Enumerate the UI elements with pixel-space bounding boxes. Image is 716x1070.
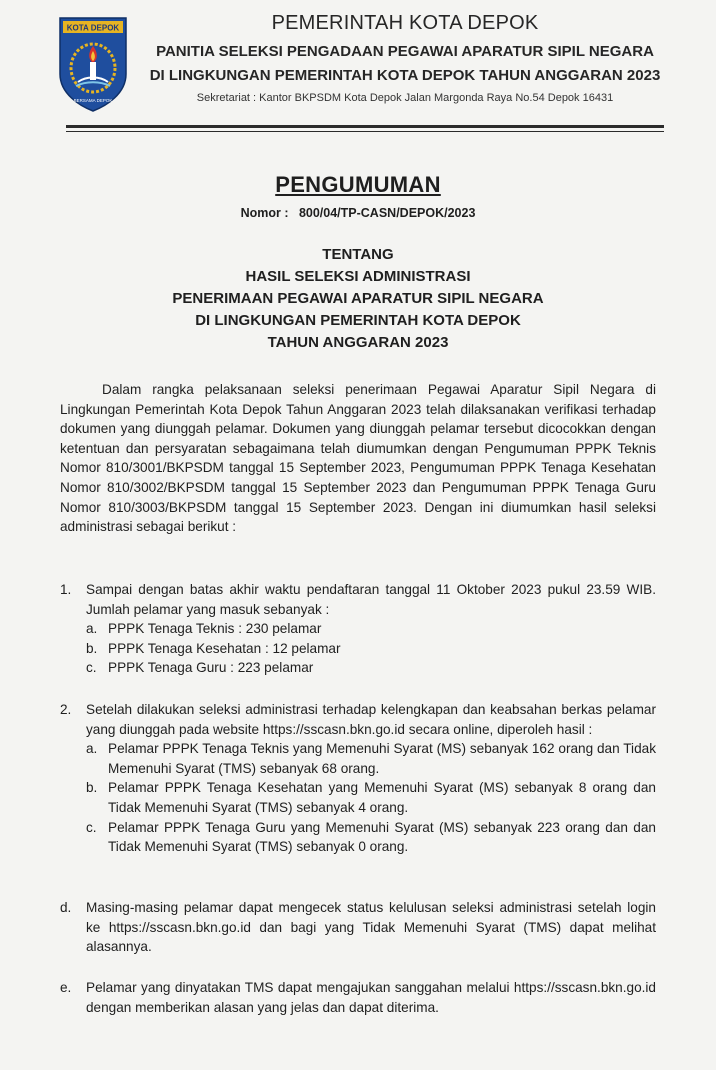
letterhead-committee-scope: DI LINGKUNGAN PEMERINTAH KOTA DEPOK TAHUN ANGGARAN 2023 bbox=[149, 67, 661, 84]
sub-list-item bbox=[86, 739, 656, 778]
list-item-2 bbox=[60, 700, 656, 857]
list-item-text: Pelamar yang dinyatakan TMS dapat mengajukan sanggahan melalui https://sscasn.bkn.go.id dengan memberikan alasan yang jelas dan dapat diterima. bbox=[86, 980, 656, 1015]
sub-list-item bbox=[86, 818, 656, 857]
sub-list-text: PPPK Tenaga Kesehatan : 12 pelamar bbox=[108, 640, 341, 656]
list-item-text: Masing-masing pelamar dapat mengecek status kelulusan seleksi administrasi setelah login ke https://sscasn.bkn.go.id dan bagi yang Tidak Memenuhi Syarat (TMS) dapat melihat alasannya. bbox=[86, 900, 656, 955]
list-marker: 2. bbox=[60, 702, 72, 717]
sub-list-marker: c. bbox=[86, 819, 97, 835]
announcement-subject bbox=[0, 244, 716, 354]
kota-depok-emblem-icon bbox=[56, 16, 130, 112]
logo-label: KOTA DEPOK bbox=[66, 23, 120, 33]
sub-list-item bbox=[86, 639, 656, 659]
sub-list-text: Pelamar PPPK Tenaga Kesehatan yang Memenuhi Syarat (MS) sebanyak 8 orang dan Tidak Memenuhi Syarat (TMS) sebanyak 4 orang. bbox=[108, 780, 656, 815]
letterhead-government-name: PEMERINTAH KOTA DEPOK bbox=[271, 12, 539, 34]
list-item-text: Sampai dengan batas akhir waktu pendaftaran tanggal 11 Oktober 2023 pukul 23.59 WIB. Jumlah pelamar yang masuk sebanyak : bbox=[86, 582, 656, 617]
list-marker: e. bbox=[60, 980, 72, 995]
subject-line: PENERIMAAN PEGAWAI APARATUR SIPIL NEGARA bbox=[172, 290, 544, 307]
list-item-e bbox=[60, 978, 656, 1017]
letterhead-divider-thick bbox=[66, 125, 664, 128]
sub-list-text: PPPK Tenaga Guru : 223 pelamar bbox=[108, 660, 314, 676]
sub-list-text: Pelamar PPPK Tenaga Guru yang Memenuhi Syarat (MS) sebanyak 223 orang dan dan Tidak Memenuhi Syarat (TMS) sebanyak 0 orang. bbox=[108, 819, 656, 855]
sub-list-marker: a. bbox=[86, 621, 98, 637]
subject-line: HASIL SELEKSI ADMINISTRASI bbox=[245, 268, 471, 285]
list-item-d bbox=[60, 898, 656, 957]
announcement-title: PENGUMUMAN bbox=[275, 172, 441, 197]
subject-line: DI LINGKUNGAN PEMERINTAH KOTA DEPOK bbox=[195, 312, 521, 329]
sub-list-item bbox=[86, 619, 656, 639]
letterhead-address: Sekretariat : Kantor BKPSDM Kota Depok Jalan Margonda Raya No.54 Depok 16431 bbox=[196, 92, 614, 104]
sub-list-marker: b. bbox=[86, 780, 98, 796]
letterhead-committee-name: PANITIA SELEKSI PENGADAAN PEGAWAI APARATUR SIPIL NEGARA bbox=[156, 43, 654, 60]
sub-list-text: PPPK Tenaga Teknis : 230 pelamar bbox=[108, 621, 322, 637]
list-item-text: Setelah dilakukan seleksi administrasi terhadap kelengkapan dan keabsahan berkas pelamar yang diunggah pada website https://sscasn.bkn.go.id secara online, diperoleh hasil : bbox=[86, 702, 656, 737]
list-marker: d. bbox=[60, 900, 72, 915]
letterhead-divider-thin bbox=[66, 131, 664, 132]
subject-line: TAHUN ANGGARAN 2023 bbox=[267, 334, 449, 351]
announcement-number bbox=[0, 206, 716, 220]
sub-list-item bbox=[86, 658, 656, 678]
subject-line: TENTANG bbox=[322, 246, 394, 263]
number-value: 800/04/TP-CASN/DEPOK/2023 bbox=[298, 206, 476, 220]
intro-paragraph: Dalam rangka pelaksanaan seleksi penerimaan Pegawai Aparatur Sipil Negara di Lingkungan Pemerintah Kota Depok Tahun Anggaran 2023 telah dilaksanakan verifikasi terhadap dokumen yang diunggah pelamar. Dokumen yang diunggah pelamar tersebut dicocokkan dengan ketentuan dan persyaratan sebagaimana telah diumumkan dengan Pengumuman PPPK Teknis Nomor 810/3001/BKPSDM tanggal 15 September 2023, Pengumuman PPPK Tenaga Kesehatan Nomor 810/3002/BKPSDM tanggal 15 September 2023 dan Pengumuman PPPK Tenaga Guru Nomor 810/3003/BKPSDM tanggal 15 September 2023. Dengan ini diumumkan hasil seleksi administrasi sebagai berikut : bbox=[60, 382, 656, 535]
sub-list-text: Pelamar PPPK Tenaga Teknis yang Memenuhi Syarat (MS) sebanyak 162 orang dan Tidak Memenuhi Syarat (TMS) sebanyak 68 orang. bbox=[108, 741, 656, 776]
sub-list-marker: c. bbox=[86, 660, 97, 676]
logo-motto: BERSAMA DEPOK bbox=[73, 98, 113, 103]
sub-list-marker: b. bbox=[86, 640, 98, 656]
number-label: Nomor : bbox=[240, 206, 289, 220]
list-marker: 1. bbox=[60, 582, 72, 597]
sub-list-marker: a. bbox=[86, 741, 98, 757]
list-item-1 bbox=[60, 580, 656, 678]
sub-list-item bbox=[86, 778, 656, 817]
